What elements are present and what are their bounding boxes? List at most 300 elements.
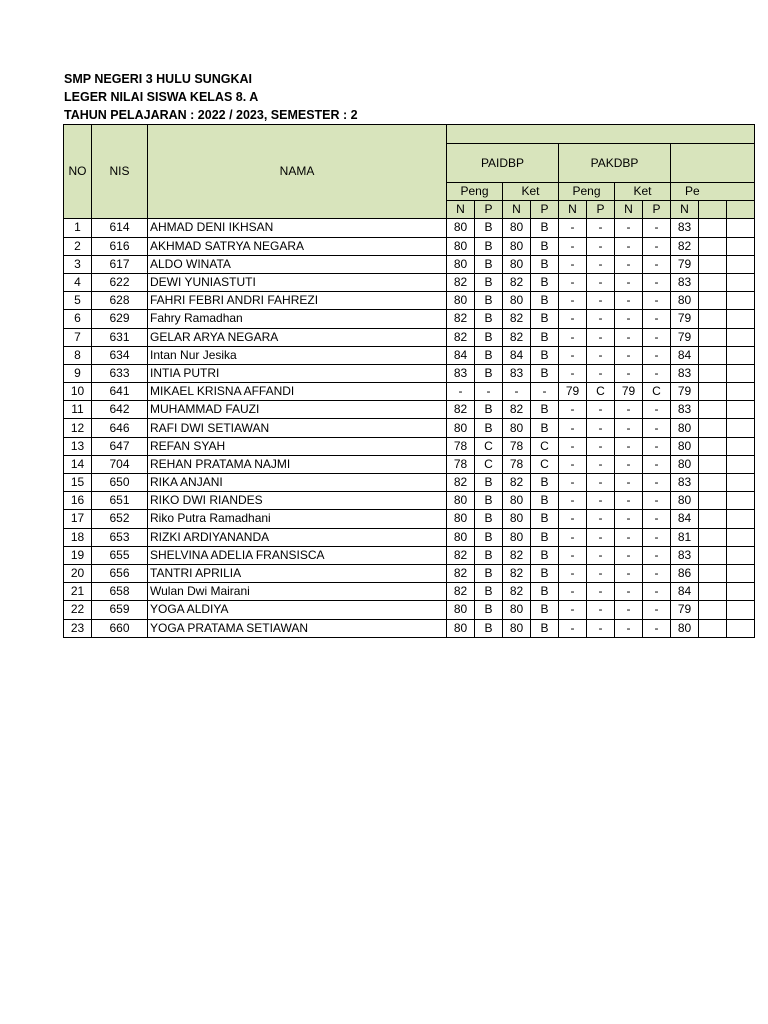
cell-value: - bbox=[531, 383, 559, 401]
cell-value: 82 bbox=[447, 328, 475, 346]
cell-empty bbox=[699, 237, 727, 255]
cell-value: - bbox=[615, 419, 643, 437]
cell-no: 15 bbox=[64, 474, 92, 492]
cell-value: - bbox=[643, 364, 671, 382]
cell-value: B bbox=[475, 219, 503, 237]
cell-value: - bbox=[643, 601, 671, 619]
cell-nis: 642 bbox=[92, 401, 148, 419]
cell-value: - bbox=[615, 273, 643, 291]
cell-value: 79 bbox=[559, 383, 587, 401]
cell-no: 7 bbox=[64, 328, 92, 346]
document-header bbox=[64, 70, 358, 124]
cell-value: B bbox=[475, 328, 503, 346]
cell-value: 80 bbox=[671, 292, 699, 310]
cell-nis: 659 bbox=[92, 601, 148, 619]
cell-no: 22 bbox=[64, 601, 92, 619]
cell-value: - bbox=[615, 401, 643, 419]
cell-value: - bbox=[559, 292, 587, 310]
cell-value: 83 bbox=[447, 364, 475, 382]
cell-value: 80 bbox=[447, 255, 475, 273]
cell-value: B bbox=[531, 510, 559, 528]
peng-header: Peng bbox=[447, 183, 503, 201]
cell-empty bbox=[727, 273, 755, 291]
cell-value: B bbox=[475, 474, 503, 492]
cell-value: - bbox=[615, 619, 643, 637]
n-header: N bbox=[671, 201, 699, 219]
cell-nis: 704 bbox=[92, 455, 148, 473]
cell-value: 80 bbox=[447, 528, 475, 546]
cell-value: 82 bbox=[447, 583, 475, 601]
cell-value: 82 bbox=[447, 564, 475, 582]
p-header: P bbox=[531, 201, 559, 219]
cell-value: - bbox=[615, 346, 643, 364]
cell-value: 79 bbox=[671, 255, 699, 273]
table-row bbox=[64, 346, 755, 364]
cell-empty bbox=[727, 255, 755, 273]
cell-value: 86 bbox=[671, 564, 699, 582]
subject-group-header bbox=[447, 125, 755, 144]
cell-value: - bbox=[643, 255, 671, 273]
cell-no: 4 bbox=[64, 273, 92, 291]
cell-nama: TANTRI APRILIA bbox=[148, 564, 447, 582]
cell-value: 80 bbox=[447, 219, 475, 237]
cell-value: - bbox=[615, 583, 643, 601]
cell-empty bbox=[727, 401, 755, 419]
cell-value: B bbox=[531, 583, 559, 601]
cell-value: 81 bbox=[671, 528, 699, 546]
cell-empty bbox=[699, 346, 727, 364]
cell-value: 82 bbox=[503, 273, 531, 291]
cell-nis: 641 bbox=[92, 383, 148, 401]
table-row bbox=[64, 583, 755, 601]
cell-value: 82 bbox=[503, 583, 531, 601]
cell-nama: REFAN SYAH bbox=[148, 437, 447, 455]
cell-empty bbox=[699, 619, 727, 637]
table-row bbox=[64, 255, 755, 273]
peng-header: Peng bbox=[559, 183, 615, 201]
table-row bbox=[64, 492, 755, 510]
cell-value: 79 bbox=[671, 383, 699, 401]
cell-empty bbox=[727, 474, 755, 492]
table-row bbox=[64, 383, 755, 401]
cell-empty bbox=[727, 419, 755, 437]
cell-value: 80 bbox=[447, 492, 475, 510]
table-row bbox=[64, 364, 755, 382]
cell-value: - bbox=[615, 564, 643, 582]
cell-value: 80 bbox=[671, 419, 699, 437]
cell-value: - bbox=[587, 474, 615, 492]
cell-nis: 653 bbox=[92, 528, 148, 546]
cell-nis: 616 bbox=[92, 237, 148, 255]
cell-value: 80 bbox=[503, 492, 531, 510]
table-row bbox=[64, 328, 755, 346]
cell-empty bbox=[699, 292, 727, 310]
cell-value: - bbox=[615, 601, 643, 619]
cell-value: 80 bbox=[447, 292, 475, 310]
cell-nis: 634 bbox=[92, 346, 148, 364]
cell-value: - bbox=[559, 419, 587, 437]
cell-value: - bbox=[559, 346, 587, 364]
cell-value: 82 bbox=[503, 401, 531, 419]
cell-value: 80 bbox=[447, 619, 475, 637]
cell-value: - bbox=[643, 419, 671, 437]
cell-value: - bbox=[643, 474, 671, 492]
cell-no: 16 bbox=[64, 492, 92, 510]
cell-empty bbox=[699, 419, 727, 437]
cell-value: - bbox=[643, 310, 671, 328]
cell-value: 80 bbox=[447, 419, 475, 437]
cell-empty bbox=[727, 546, 755, 564]
cell-nis: 651 bbox=[92, 492, 148, 510]
cell-value: 82 bbox=[447, 273, 475, 291]
cell-value: - bbox=[559, 237, 587, 255]
cell-value: - bbox=[559, 528, 587, 546]
cell-empty bbox=[727, 564, 755, 582]
cell-nama: MIKAEL KRISNA AFFANDI bbox=[148, 383, 447, 401]
cell-value: 82 bbox=[447, 546, 475, 564]
cell-value: 80 bbox=[503, 528, 531, 546]
cell-nama: RIZKI ARDIYANANDA bbox=[148, 528, 447, 546]
cell-value: - bbox=[587, 455, 615, 473]
cell-value: - bbox=[587, 419, 615, 437]
cell-value: - bbox=[587, 292, 615, 310]
cell-empty bbox=[699, 546, 727, 564]
cell-empty bbox=[699, 255, 727, 273]
cell-value: 78 bbox=[447, 437, 475, 455]
cell-value: B bbox=[531, 364, 559, 382]
cell-value: B bbox=[531, 255, 559, 273]
cell-value: B bbox=[531, 346, 559, 364]
cell-nis: 617 bbox=[92, 255, 148, 273]
cell-value: 82 bbox=[503, 564, 531, 582]
cell-no: 2 bbox=[64, 237, 92, 255]
cell-value: 82 bbox=[503, 546, 531, 564]
cell-value: - bbox=[643, 546, 671, 564]
cell-empty bbox=[699, 455, 727, 473]
cell-value: - bbox=[615, 237, 643, 255]
table-row bbox=[64, 237, 755, 255]
cell-value: - bbox=[587, 346, 615, 364]
cell-value: 83 bbox=[671, 546, 699, 564]
cell-no: 14 bbox=[64, 455, 92, 473]
cell-empty bbox=[699, 401, 727, 419]
cell-value: 84 bbox=[671, 510, 699, 528]
cell-empty bbox=[727, 364, 755, 382]
cell-nama: RIKA ANJANI bbox=[148, 474, 447, 492]
cell-value: B bbox=[531, 237, 559, 255]
cell-value: B bbox=[531, 328, 559, 346]
cell-no: 8 bbox=[64, 346, 92, 364]
cell-value: 78 bbox=[447, 455, 475, 473]
n-header: N bbox=[559, 201, 587, 219]
cell-value: - bbox=[615, 455, 643, 473]
cell-value: - bbox=[587, 601, 615, 619]
cell-value: 83 bbox=[671, 474, 699, 492]
cell-value: 82 bbox=[447, 474, 475, 492]
cell-empty bbox=[727, 346, 755, 364]
cell-value: B bbox=[475, 401, 503, 419]
cell-nama: INTIA PUTRI bbox=[148, 364, 447, 382]
cell-value: - bbox=[559, 401, 587, 419]
cell-nama: Riko Putra Ramadhani bbox=[148, 510, 447, 528]
ledger-sheet bbox=[63, 124, 700, 644]
cell-empty bbox=[727, 583, 755, 601]
cell-value: 78 bbox=[503, 437, 531, 455]
cell-value: - bbox=[587, 528, 615, 546]
subject-next-header bbox=[671, 144, 755, 183]
cell-value: 80 bbox=[671, 492, 699, 510]
subject-pakdbp-header: PAKDBP bbox=[559, 144, 671, 183]
cell-nama: REHAN PRATAMA NAJMI bbox=[148, 455, 447, 473]
cell-no: 3 bbox=[64, 255, 92, 273]
cell-value: - bbox=[643, 583, 671, 601]
table-header bbox=[64, 125, 755, 219]
cell-value: B bbox=[475, 564, 503, 582]
cell-value: - bbox=[643, 455, 671, 473]
cell-nis: 656 bbox=[92, 564, 148, 582]
cell-value: - bbox=[615, 292, 643, 310]
cell-value: - bbox=[643, 273, 671, 291]
cell-value: 83 bbox=[671, 401, 699, 419]
cell-value: - bbox=[587, 437, 615, 455]
cell-value: - bbox=[587, 510, 615, 528]
cell-empty bbox=[699, 383, 727, 401]
cell-value: - bbox=[587, 401, 615, 419]
cell-value: - bbox=[559, 474, 587, 492]
ket-header: Ket bbox=[503, 183, 559, 201]
table-row bbox=[64, 564, 755, 582]
table-row bbox=[64, 310, 755, 328]
cell-value: - bbox=[559, 583, 587, 601]
cell-nama: FAHRI FEBRI ANDRI FAHREZI bbox=[148, 292, 447, 310]
cell-value: 82 bbox=[671, 237, 699, 255]
table-row bbox=[64, 474, 755, 492]
cell-empty bbox=[727, 292, 755, 310]
table-row bbox=[64, 601, 755, 619]
cell-value: 78 bbox=[503, 455, 531, 473]
cell-value: B bbox=[475, 601, 503, 619]
cell-value: 80 bbox=[671, 619, 699, 637]
cell-no: 23 bbox=[64, 619, 92, 637]
cell-value: B bbox=[531, 419, 559, 437]
cell-value: B bbox=[475, 619, 503, 637]
cell-no: 5 bbox=[64, 292, 92, 310]
cell-no: 1 bbox=[64, 219, 92, 237]
cell-value: B bbox=[475, 237, 503, 255]
cell-value: - bbox=[559, 255, 587, 273]
cell-value: - bbox=[615, 328, 643, 346]
ket-header: Ket bbox=[615, 183, 671, 201]
cell-empty bbox=[699, 510, 727, 528]
cell-empty bbox=[699, 273, 727, 291]
cell-value: - bbox=[615, 546, 643, 564]
cell-nis: 631 bbox=[92, 328, 148, 346]
cell-no: 18 bbox=[64, 528, 92, 546]
cell-value: 83 bbox=[503, 364, 531, 382]
cell-value: - bbox=[559, 564, 587, 582]
cell-no: 13 bbox=[64, 437, 92, 455]
cell-value: B bbox=[531, 546, 559, 564]
cell-nis: 629 bbox=[92, 310, 148, 328]
table-row bbox=[64, 437, 755, 455]
col-nama-header: NAMA bbox=[148, 125, 447, 219]
cell-value: B bbox=[475, 346, 503, 364]
cell-value: B bbox=[475, 364, 503, 382]
cell-value: - bbox=[587, 273, 615, 291]
cell-empty bbox=[699, 583, 727, 601]
ledger-title: LEGER NILAI SISWA KELAS 8. A bbox=[64, 90, 259, 104]
cell-empty bbox=[727, 455, 755, 473]
cell-no: 20 bbox=[64, 564, 92, 582]
cell-value: B bbox=[531, 401, 559, 419]
cell-nama: RIKO DWI RIANDES bbox=[148, 492, 447, 510]
cell-nama: ALDO WINATA bbox=[148, 255, 447, 273]
n-header: N bbox=[447, 201, 475, 219]
cell-empty bbox=[699, 601, 727, 619]
cell-value: - bbox=[615, 528, 643, 546]
cell-value: 80 bbox=[447, 601, 475, 619]
cell-value: B bbox=[531, 219, 559, 237]
cell-nama: SHELVINA ADELIA FRANSISCA bbox=[148, 546, 447, 564]
cell-value: 82 bbox=[503, 328, 531, 346]
cell-nis: 646 bbox=[92, 419, 148, 437]
cell-value: B bbox=[531, 474, 559, 492]
cell-value: 84 bbox=[671, 583, 699, 601]
cell-value: B bbox=[531, 564, 559, 582]
table-row bbox=[64, 273, 755, 291]
col-no-header: NO bbox=[64, 125, 92, 219]
cell-empty bbox=[727, 237, 755, 255]
peng-header-partial: Pe bbox=[671, 183, 755, 201]
cell-empty bbox=[699, 219, 727, 237]
table-body bbox=[64, 219, 755, 637]
cell-nama: YOGA PRATAMA SETIAWAN bbox=[148, 619, 447, 637]
p-header bbox=[699, 201, 727, 219]
cell-nama: AKHMAD SATRYA NEGARA bbox=[148, 237, 447, 255]
cell-value: - bbox=[559, 492, 587, 510]
cell-value: B bbox=[531, 310, 559, 328]
cell-value: - bbox=[615, 310, 643, 328]
cell-value: - bbox=[587, 583, 615, 601]
cell-empty bbox=[727, 510, 755, 528]
cell-value: 80 bbox=[447, 510, 475, 528]
cell-no: 17 bbox=[64, 510, 92, 528]
cell-nama: AHMAD DENI IKHSAN bbox=[148, 219, 447, 237]
cell-value: B bbox=[475, 528, 503, 546]
cell-value: - bbox=[559, 273, 587, 291]
cell-nis: 633 bbox=[92, 364, 148, 382]
cell-value: - bbox=[559, 328, 587, 346]
table-row bbox=[64, 455, 755, 473]
n-header: N bbox=[503, 201, 531, 219]
cell-empty bbox=[699, 528, 727, 546]
table-row bbox=[64, 401, 755, 419]
cell-value: 84 bbox=[503, 346, 531, 364]
cell-value: - bbox=[559, 437, 587, 455]
cell-value: B bbox=[475, 292, 503, 310]
cell-value: 80 bbox=[503, 419, 531, 437]
cell-nis: 650 bbox=[92, 474, 148, 492]
cell-empty bbox=[727, 310, 755, 328]
cell-value: 82 bbox=[503, 310, 531, 328]
cell-value: - bbox=[643, 219, 671, 237]
cell-value: - bbox=[587, 310, 615, 328]
table-row bbox=[64, 510, 755, 528]
cell-empty bbox=[699, 328, 727, 346]
cell-value: B bbox=[531, 273, 559, 291]
cell-value: 82 bbox=[447, 310, 475, 328]
cell-value: 82 bbox=[503, 474, 531, 492]
cell-value: - bbox=[559, 310, 587, 328]
cell-value: - bbox=[447, 383, 475, 401]
cell-value: 80 bbox=[503, 601, 531, 619]
cell-nama: DEWI YUNIASTUTI bbox=[148, 273, 447, 291]
cell-value: - bbox=[587, 255, 615, 273]
table-row bbox=[64, 546, 755, 564]
cell-value: - bbox=[587, 328, 615, 346]
cell-value: - bbox=[559, 455, 587, 473]
cell-value: B bbox=[475, 510, 503, 528]
cell-no: 19 bbox=[64, 546, 92, 564]
cell-value: - bbox=[587, 619, 615, 637]
cell-value: - bbox=[559, 546, 587, 564]
cell-value: 80 bbox=[503, 255, 531, 273]
cell-value: B bbox=[531, 601, 559, 619]
cell-value: C bbox=[587, 383, 615, 401]
p-header: P bbox=[643, 201, 671, 219]
n-header bbox=[727, 201, 755, 219]
cell-value: 80 bbox=[503, 292, 531, 310]
cell-value: B bbox=[475, 273, 503, 291]
cell-empty bbox=[699, 474, 727, 492]
cell-nis: 652 bbox=[92, 510, 148, 528]
academic-year: TAHUN PELAJARAN : 2022 / 2023, SEMESTER : 2 bbox=[64, 108, 358, 122]
table-row bbox=[64, 292, 755, 310]
cell-value: 80 bbox=[503, 237, 531, 255]
cell-value: - bbox=[615, 474, 643, 492]
p-header: P bbox=[475, 201, 503, 219]
cell-value: C bbox=[531, 437, 559, 455]
cell-value: 82 bbox=[447, 401, 475, 419]
cell-value: B bbox=[475, 419, 503, 437]
subject-paidbp-header: PAIDBP bbox=[447, 144, 559, 183]
cell-value: 79 bbox=[615, 383, 643, 401]
cell-value: - bbox=[643, 528, 671, 546]
cell-value: 80 bbox=[671, 455, 699, 473]
cell-value: 83 bbox=[671, 219, 699, 237]
n-header: N bbox=[615, 201, 643, 219]
cell-empty bbox=[699, 437, 727, 455]
cell-value: 79 bbox=[671, 328, 699, 346]
cell-empty bbox=[727, 528, 755, 546]
cell-value: - bbox=[615, 219, 643, 237]
cell-value: B bbox=[531, 528, 559, 546]
col-nis-header: NIS bbox=[92, 125, 148, 219]
cell-empty bbox=[699, 492, 727, 510]
cell-empty bbox=[727, 601, 755, 619]
cell-value: - bbox=[615, 492, 643, 510]
cell-value: C bbox=[475, 437, 503, 455]
cell-value: - bbox=[643, 492, 671, 510]
cell-value: - bbox=[587, 364, 615, 382]
table-row bbox=[64, 619, 755, 637]
cell-nis: 647 bbox=[92, 437, 148, 455]
cell-value: - bbox=[559, 601, 587, 619]
cell-no: 9 bbox=[64, 364, 92, 382]
cell-value: - bbox=[643, 437, 671, 455]
cell-value: - bbox=[587, 219, 615, 237]
cell-empty bbox=[727, 437, 755, 455]
